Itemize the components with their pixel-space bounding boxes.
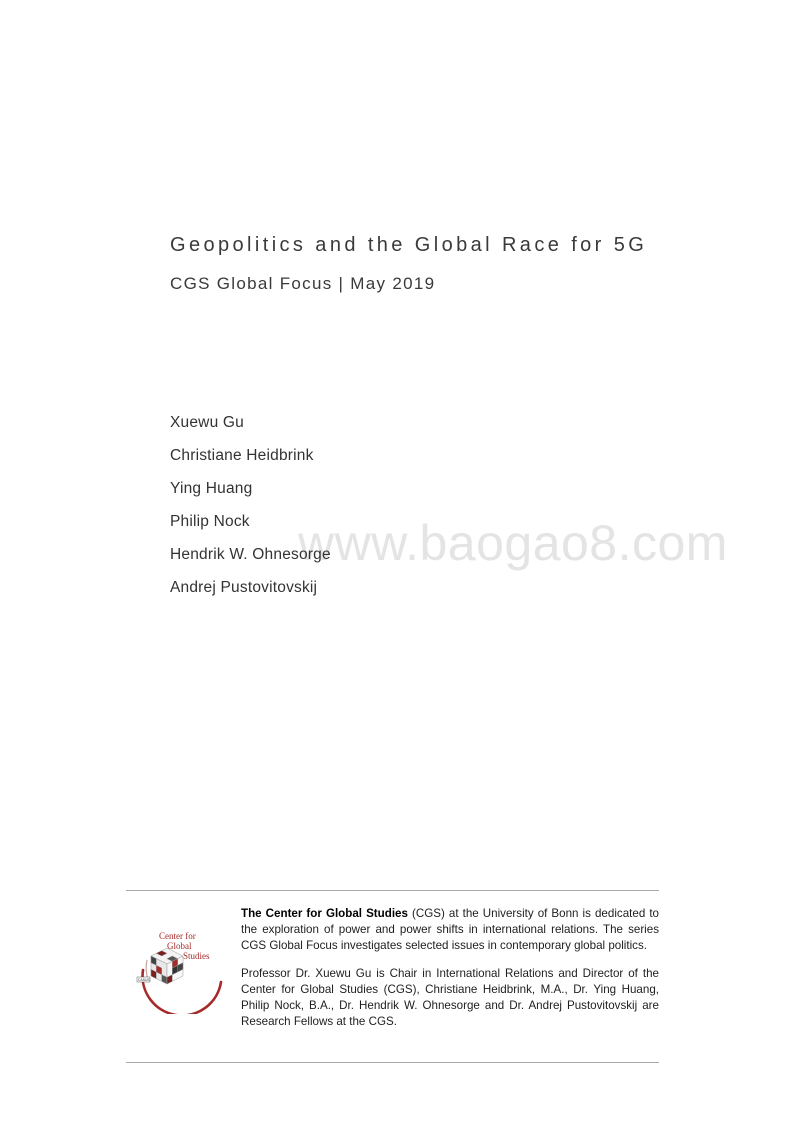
logo-text-line1: Center for <box>159 931 196 941</box>
author-name: Hendrik W. Ohnesorge <box>170 546 331 563</box>
document-subtitle: CGS Global Focus | May 2019 <box>170 274 436 293</box>
about-paragraph <box>241 906 659 955</box>
logo-badge-text: CASUS <box>138 978 150 982</box>
footer-bottom-divider <box>126 1062 659 1063</box>
footer-top-divider <box>126 890 659 891</box>
author-name: Christiane Heidbrink <box>170 447 314 464</box>
cgs-logo <box>133 920 227 1014</box>
org-name: The Center for Global Studies <box>241 907 408 920</box>
logo-text-line3: Studies <box>183 951 210 961</box>
logo-text-line2: Global <box>167 941 192 951</box>
watermark-text: www.baogao8.com <box>298 515 728 571</box>
author-list <box>170 412 331 610</box>
author-name: Ying Huang <box>170 480 253 497</box>
author-name: Philip Nock <box>170 513 250 530</box>
about-section <box>241 906 659 1041</box>
document-title: Geopolitics and the Global Race for 5G <box>170 234 648 256</box>
author-name: Xuewu Gu <box>170 414 244 431</box>
author-name: Andrej Pustovitovskij <box>170 579 318 596</box>
logo-cube-icon <box>151 948 183 984</box>
authors-note-paragraph: Professor Dr. Xuewu Gu is Chair in International Relations and Director of the Center for Global Studies (CGS), Christiane Heidbrink, M.A., Dr. Ying Huang, Philip Nock, B.A., Dr. Hendrik W. Ohnesorge and Dr. Andrej Pustovitovskij are Research Fellows at the CGS. <box>241 966 659 1029</box>
org-description: (CGS) at the University of Bonn is dedicated to the exploration of power and power shifts in international relations. The series CGS Global Focus investigates selected issues in contemporary global politics. <box>241 907 659 953</box>
